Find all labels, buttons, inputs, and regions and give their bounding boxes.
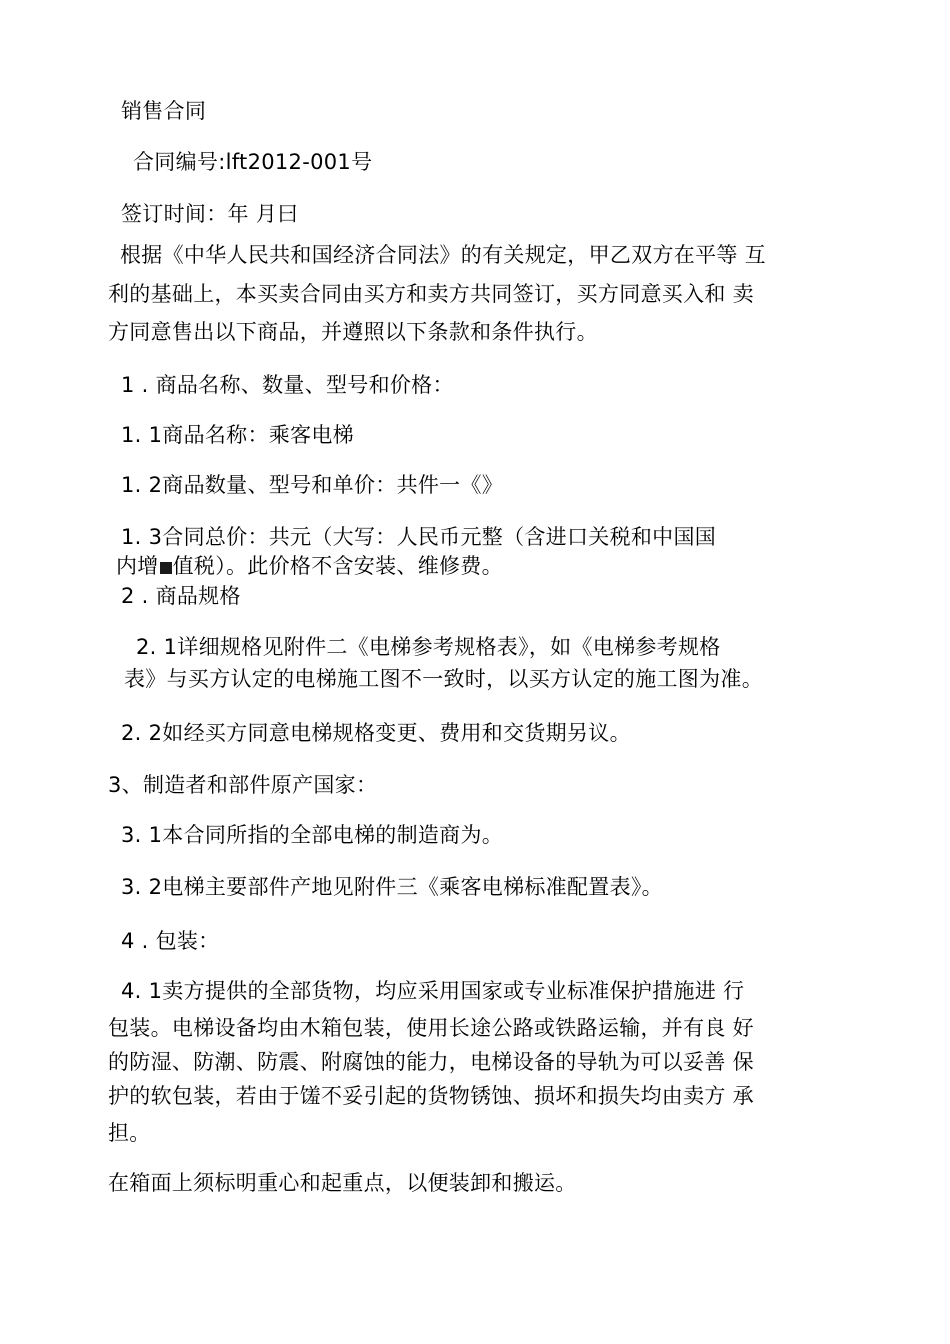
clause-1-1: 1. 1商品名称：乘客电梯 xyxy=(121,423,354,447)
contract-number: 合同编号:lft2012-001号 xyxy=(133,150,373,174)
sign-date: 签订时间：年 月曰 xyxy=(121,202,299,226)
scan-artifact-mark xyxy=(160,562,172,574)
section-3-heading: 3、制造者和部件原产国家： xyxy=(108,773,378,797)
clause-1-3-line-2-start: 内增 xyxy=(116,554,159,578)
clause-2-1-line-1: 2. 1详细规格见附件二《电梯参考规格表》，如《电梯参考规格 xyxy=(136,635,721,659)
clause-1-3-line-1: 1. 3合同总价：共元（大写：人民币元整（含进口关税和中国国 xyxy=(121,525,717,549)
clause-1-3-line-2-end: 值税）。此价格不含安装、维修费。 xyxy=(172,554,503,578)
preamble-line-2: 利的基础上，本买卖合同由买方和卖方共同签订，买方同意买入和 卖 xyxy=(108,282,754,306)
clause-1-2: 1. 2商品数量、型号和单价：共件一《》 xyxy=(121,473,504,497)
clause-4-1-line-1: 4. 1卖方提供的全部货物，均应采用国家或专业标准保护措施进 行 xyxy=(121,979,745,1003)
preamble-line-3: 方同意售出以下商品，并遵照以下条款和条件执行。 xyxy=(108,320,598,344)
section-1-heading: 1 . 商品名称、数量、型号和价格： xyxy=(121,373,454,397)
clause-2-2: 2. 2如经买方同意电梯规格变更、费用和交货期另议。 xyxy=(121,721,631,745)
clause-2-1-line-2: 表》与买方认定的电梯施工图不一致时，以买方认定的施工图为准。 xyxy=(124,667,763,691)
section-4-heading: 4 . 包装： xyxy=(121,929,220,953)
clause-3-1: 3. 1本合同所指的全部电梯的制造商为。 xyxy=(121,823,504,847)
clause-4-2: 在箱面上须标明重心和起重点，以便装卸和搬运。 xyxy=(108,1171,577,1195)
clause-3-2: 3. 2电梯主要部件产地见附件三《乘客电梯标准配置表》。 xyxy=(121,875,663,899)
clause-1-3-line-2 xyxy=(116,551,503,581)
document-title: 销售合同 xyxy=(121,99,207,123)
clause-4-1-line-3: 的防湿、防潮、防震、附腐蚀的能力，电梯设备的导轨为可以妥善 保 xyxy=(108,1050,754,1074)
section-2-heading: 2 . 商品规格 xyxy=(121,584,241,608)
clause-4-1-line-2: 包装。电梯设备均由木箱包装，使用长途公路或铁路运输，并有良 好 xyxy=(108,1016,754,1040)
clause-4-1-line-4: 护的软包装，若由于馐不妥引起的货物锈蚀、损坏和损失均由卖方 承 xyxy=(108,1084,754,1108)
preamble-line-1: 根据《中华人民共和国经济合同法》的有关规定，甲乙双方在平等 互 xyxy=(120,243,766,267)
clause-4-1-line-5: 担。 xyxy=(108,1121,151,1145)
